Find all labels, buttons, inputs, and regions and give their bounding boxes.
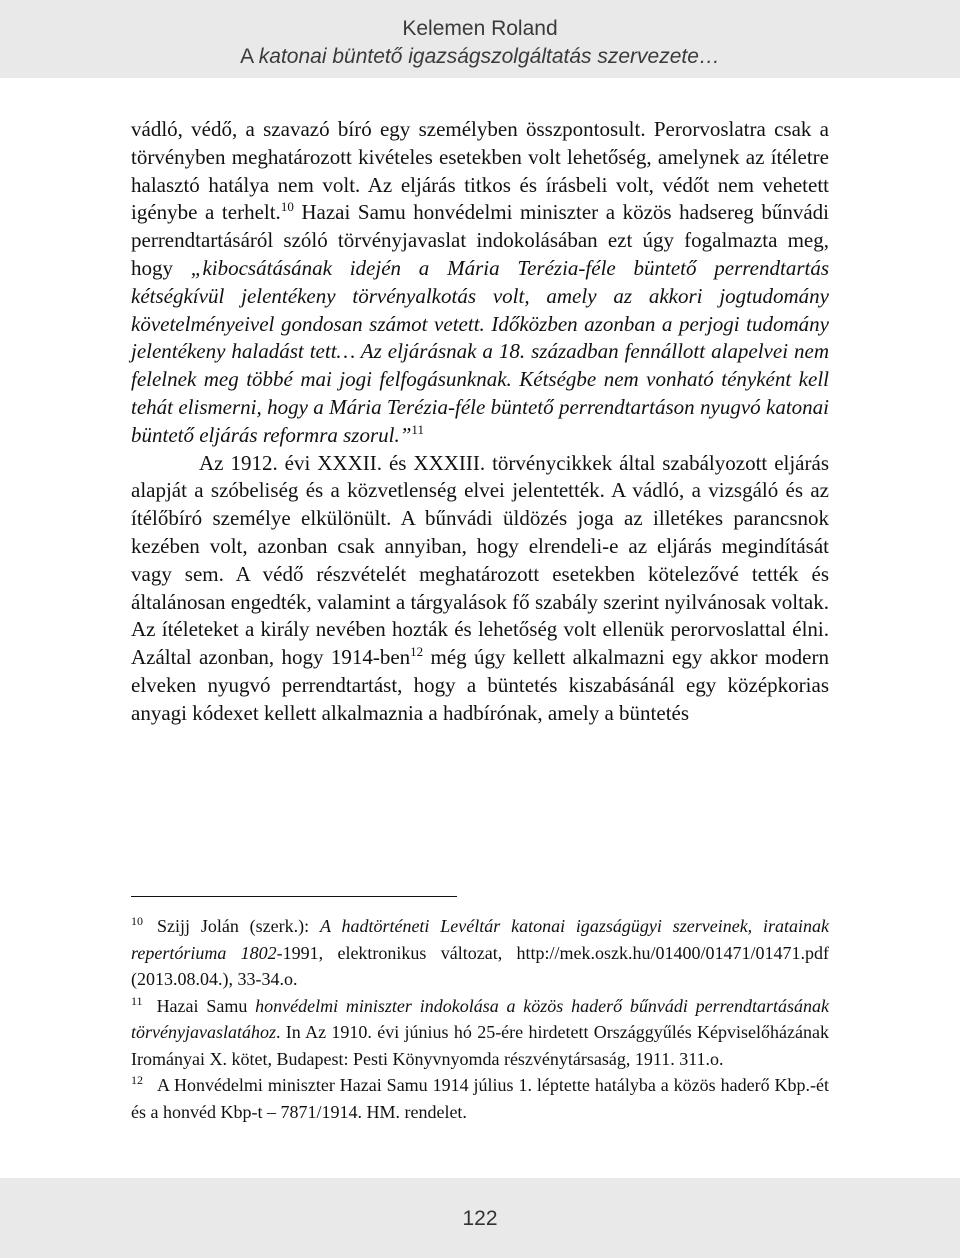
footnote-ref-11[interactable]: 11 [411,421,424,437]
header-title-rest: katonai büntető igazságszolgáltatás szervezete… [258,45,720,68]
p1-text-2: Hazai Samu honvédelmi miniszter a közös hadsereg bűnvádi perrendtartásáról szóló törvényjavaslat indokolásában ezt úgy fogalmazta meg, hogy [131,200,829,280]
p2-text-2: még úgy kellett alkalmazni egy akkor modern elveken nyugvó perrendtartást, hogy a büntetés kiszabásánál egy középkorias anyagi kódexet kellett alkalmaznia a hadbírónak, amely a büntetés [131,645,829,725]
footnote-11-text-2: . In Az 1910. évi június hó 25-ére hirdetett Országgyűlés Képviselőházának Irományai X. kötet, Budapest: Pesti Könyvnyomda részvénytársaság, 1911. 311.o. [131,1022,829,1069]
p2-text-1: Az 1912. évi XXXII. és XXXIII. törvénycikkek által szabályozott eljárás alapját a szóbeliség és a közvetlenség elvei jelentették. A vádló, a vizsgáló és az ítélőbíró személye elkülönült. A bűnvádi üldözés joga az illetékes parancsnok kezében volt, azonban csak annyiban, hogy elrendeli-e az eljárás megindítását vagy sem. A védő részvételét meghatározott esetekben kötelezővé tették és általánosan engedték, valamint a tárgyalások fő szabály szerint nyilvánosak voltak. Az ítéleteket a király nevében hozták és lehetőség volt ellenük perorvoslattal élni. Azáltal azonban, hogy 1914-ben [131,450,829,670]
running-header [0,0,960,78]
header-title-prefix: A [240,45,259,68]
paragraph-1 [131,116,829,450]
page-footer [0,1178,960,1258]
footnote-separator [131,896,457,897]
paragraph-2 [131,450,829,728]
footnote-10 [131,913,829,993]
footnote-11-italic: honvédelmi miniszter indokolása a közös haderő bűnvádi perrendtartásának törvényjavaslatához [131,995,830,1042]
footnote-10-text-2: 1991, elektronikus változat, http://mek.oszk.hu/01400/01471/01471.pdf (2013.08.04.), 33-34.o. [131,942,830,989]
header-author: Kelemen Roland [402,17,558,40]
footnote-10-italic: A hadtörténeti Levéltár katonai igazságügyi szerveinek, iratainak repertóriuma 1802- [131,916,830,963]
footnote-10-text-1: Szijj Jolán (szerk.): [157,916,320,936]
footnote-number: 12 [131,1073,143,1087]
footnote-ref-12[interactable]: 12 [410,644,424,660]
footnotes [131,913,829,1125]
footnote-ref-10[interactable]: 10 [280,199,294,215]
footnote-11 [131,993,829,1073]
p1-quote: „kibocsátásának idején a Mária Terézia-féle büntető perrendtartás kétségkívül jelentékeny törvényalkotás volt, amely az akkori jogtudomány követelményeivel gondosan számot vetett. Időközben azonban a perjogi tudomány jelentékeny haladást tett… Az eljárásnak a 18. században fennállott alapelvei nem felelnek meg többé mai jogi felfogásunknak. Kétségbe nem vonható tényként kell tehát elismerni, hogy a Mária Terézia-féle büntető perrendtartáson nyugvó katonai büntető eljárás reformra szorul.” [131,255,829,447]
footnote-12-text: A Honvédelmi miniszter Hazai Samu 1914 július 1. léptette hatályba a közös haderő Kbp.-ét és a honvéd Kbp-t – 7871/1914. HM. rendelet. [131,1075,829,1122]
footnote-number: 11 [131,993,143,1008]
footnote-11-text-1: Hazai Samu [156,995,256,1016]
main-text [131,116,829,728]
footnote-number: 10 [131,914,143,928]
p1-text-1: vádló, védő, a szavazó bíró egy személyben összpontosult. Perorvoslatra csak a törvényben meghatározott kivételes esetekben volt lehetőség, amelynek az ítéletre halasztó hatálya nem volt. Az eljárás titkos és írásbeli volt, védőt nem vehetett igénybe a terhelt. [131,117,829,225]
header-title [0,45,960,69]
page-number: 122 [462,1207,498,1230]
footnote-12 [131,1072,829,1125]
